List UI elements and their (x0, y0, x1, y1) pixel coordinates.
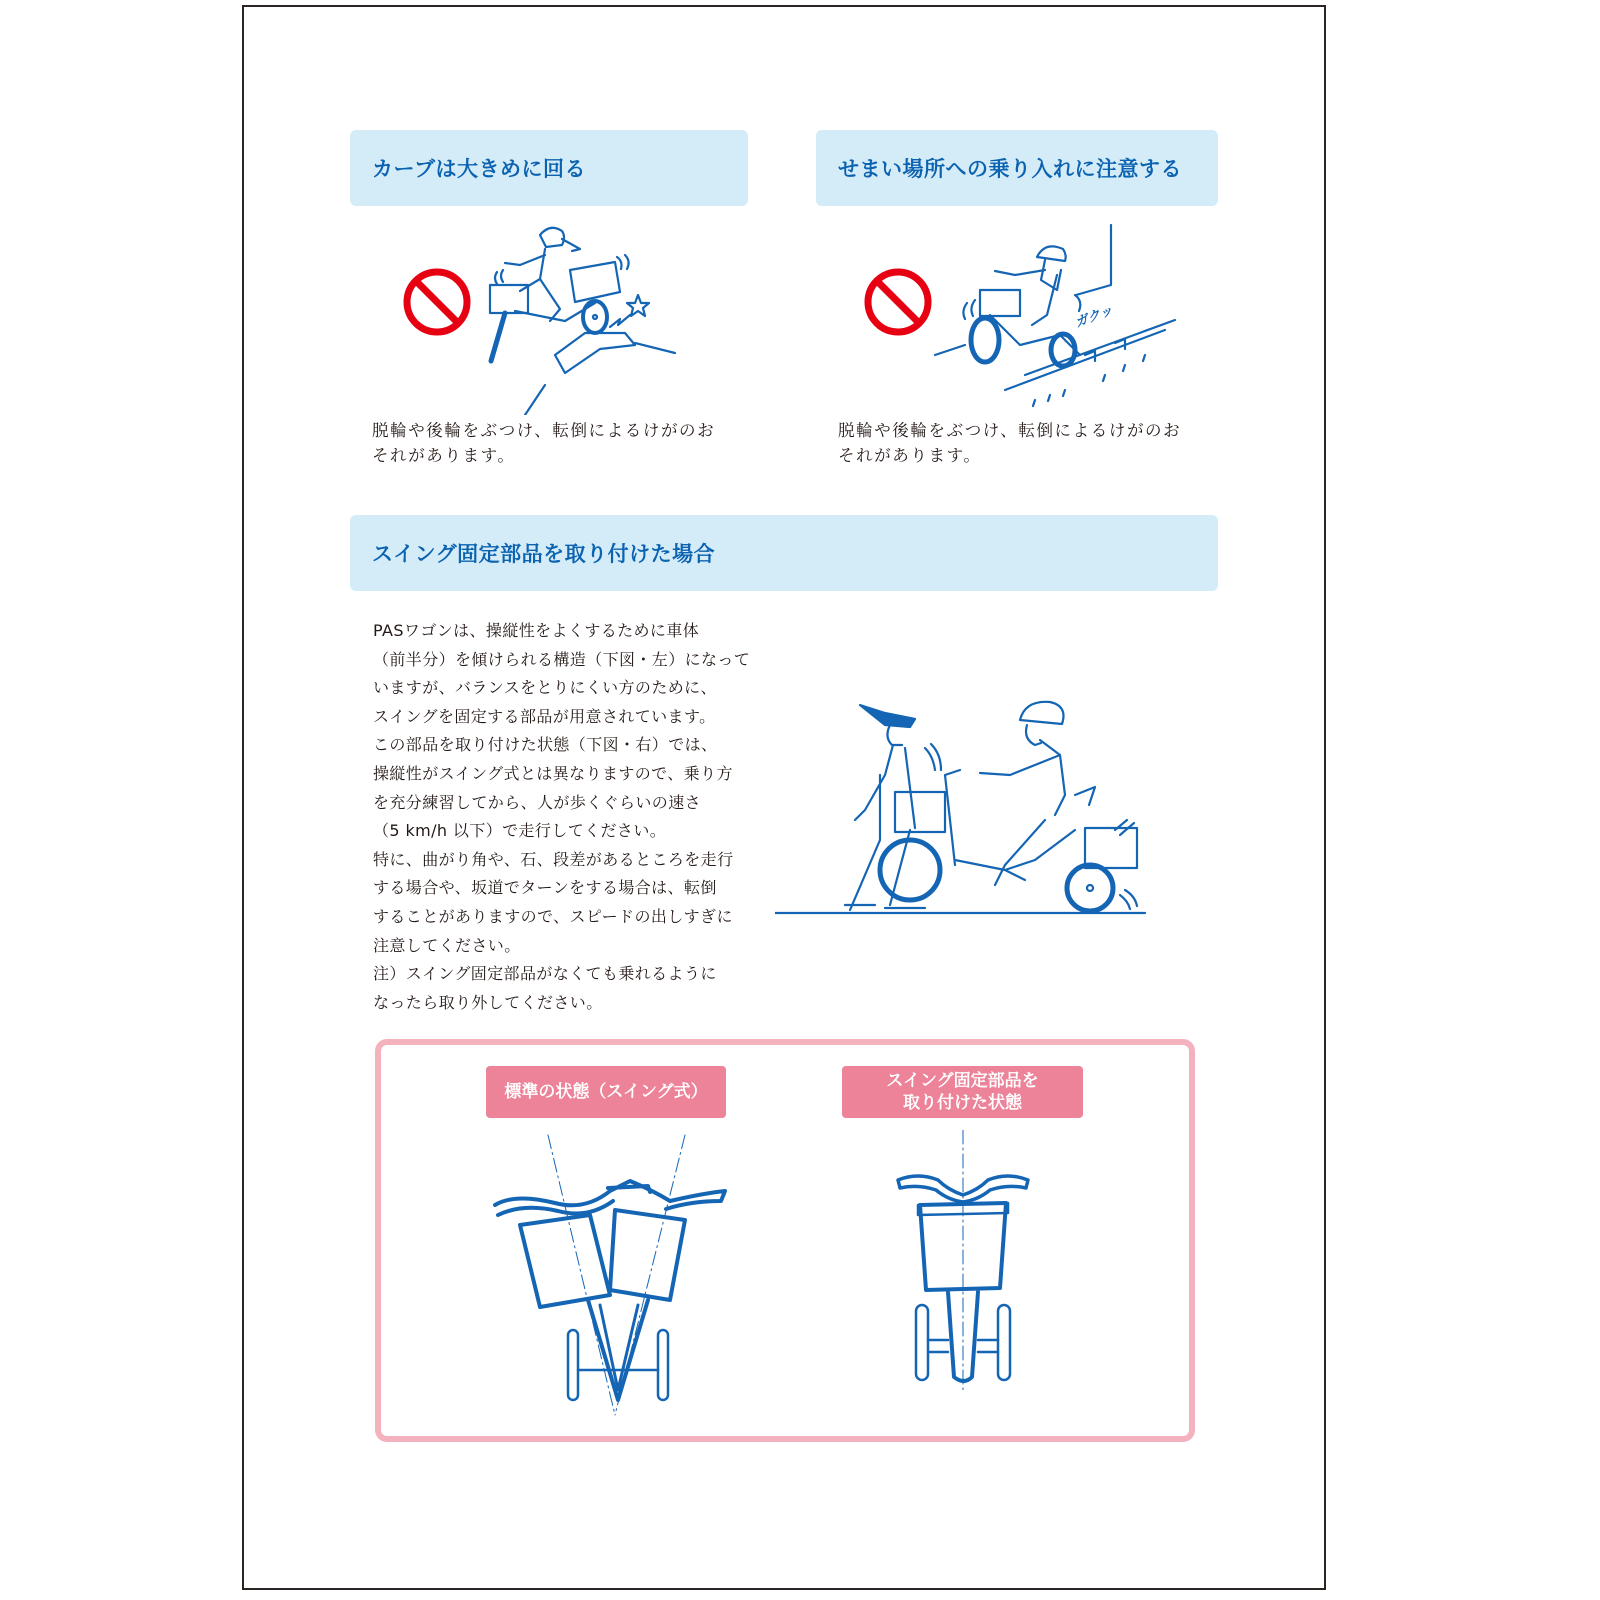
section-title-narrow: せまい場所への乗り入れに注意する (838, 157, 1182, 181)
walking-speed-illustration (775, 680, 1150, 920)
curve-warning-illustration (395, 215, 695, 415)
prohibition-icon (407, 272, 467, 332)
swing-state-diagram (490, 1130, 750, 1420)
tilted-front-view-drawing (495, 1135, 725, 1415)
caption-narrow (838, 418, 1181, 468)
label-standard-swing (486, 1066, 726, 1118)
body-line: （前半分）を傾けられる構造（下図・左）になって (373, 649, 751, 669)
section-header-curve (350, 130, 748, 206)
body-line: 注）スイング固定部品がなくても乗れるように (373, 964, 717, 984)
sound-effect-text: ガクッ (1073, 303, 1116, 331)
body-line: （5 km/h 以下）で走行してください。 (373, 821, 667, 841)
body-line: する場合や、坂道でターンをする場合は、転倒 (373, 878, 717, 898)
caption-curve-line1: 脱輪や後輪をぶつけ、転倒によるけがのお (372, 421, 716, 440)
body-line: 注意してください。 (373, 935, 521, 955)
prohibition-icon (868, 272, 928, 332)
label-swing-locked-line2: 取り付けた状態 (903, 1093, 1022, 1113)
caption-narrow-line1: 脱輪や後輪をぶつけ、転倒によるけがのお (838, 421, 1182, 440)
section-title-swing-lock: スイング固定部品を取り付けた場合 (372, 542, 716, 566)
section-header-swing-lock (350, 515, 1218, 591)
swing-locked-diagram (888, 1130, 1038, 1390)
label-swing-locked (842, 1066, 1083, 1118)
bicycle-rider-drawing (490, 228, 675, 415)
label-standard-swing-text: 標準の状態（スイング式） (504, 1082, 708, 1102)
body-line: この部品を取り付けた状態（下図・右）では、 (373, 735, 718, 755)
section-title-curve: カーブは大きめに回る (372, 157, 586, 181)
caption-curve-line2: それがあります。 (372, 446, 516, 465)
body-line: スイングを固定する部品が用意されています。 (373, 706, 716, 726)
body-line: 特に、曲がり角や、石、段差があるところを走行 (373, 849, 734, 869)
bicycle-rider-drawing (935, 225, 1175, 406)
body-line: 操縦性がスイング式とは異なりますので、乗り方 (373, 763, 733, 783)
body-line: することがありますので、スピードの出しすぎに (373, 906, 733, 926)
label-swing-locked-line1: スイング固定部品を (886, 1071, 1039, 1091)
narrow-space-warning-illustration (855, 215, 1185, 410)
caption-narrow-line2: それがあります。 (838, 446, 982, 465)
body-line: いますが、バランスをとりにくい方のために、 (373, 678, 717, 698)
pedestrian-and-rider-drawing (775, 702, 1145, 913)
upright-front-view-drawing (898, 1130, 1028, 1390)
caption-curve (372, 418, 715, 468)
body-line: を充分練習してから、人が歩くぐらいの速さ (373, 792, 702, 812)
body-line: なったら取り外してください。 (373, 992, 603, 1012)
swing-lock-body-text (373, 617, 751, 1017)
section-header-narrow (816, 130, 1218, 206)
body-line: PASワゴンは、操縦性をよくするために車体 (373, 621, 700, 640)
